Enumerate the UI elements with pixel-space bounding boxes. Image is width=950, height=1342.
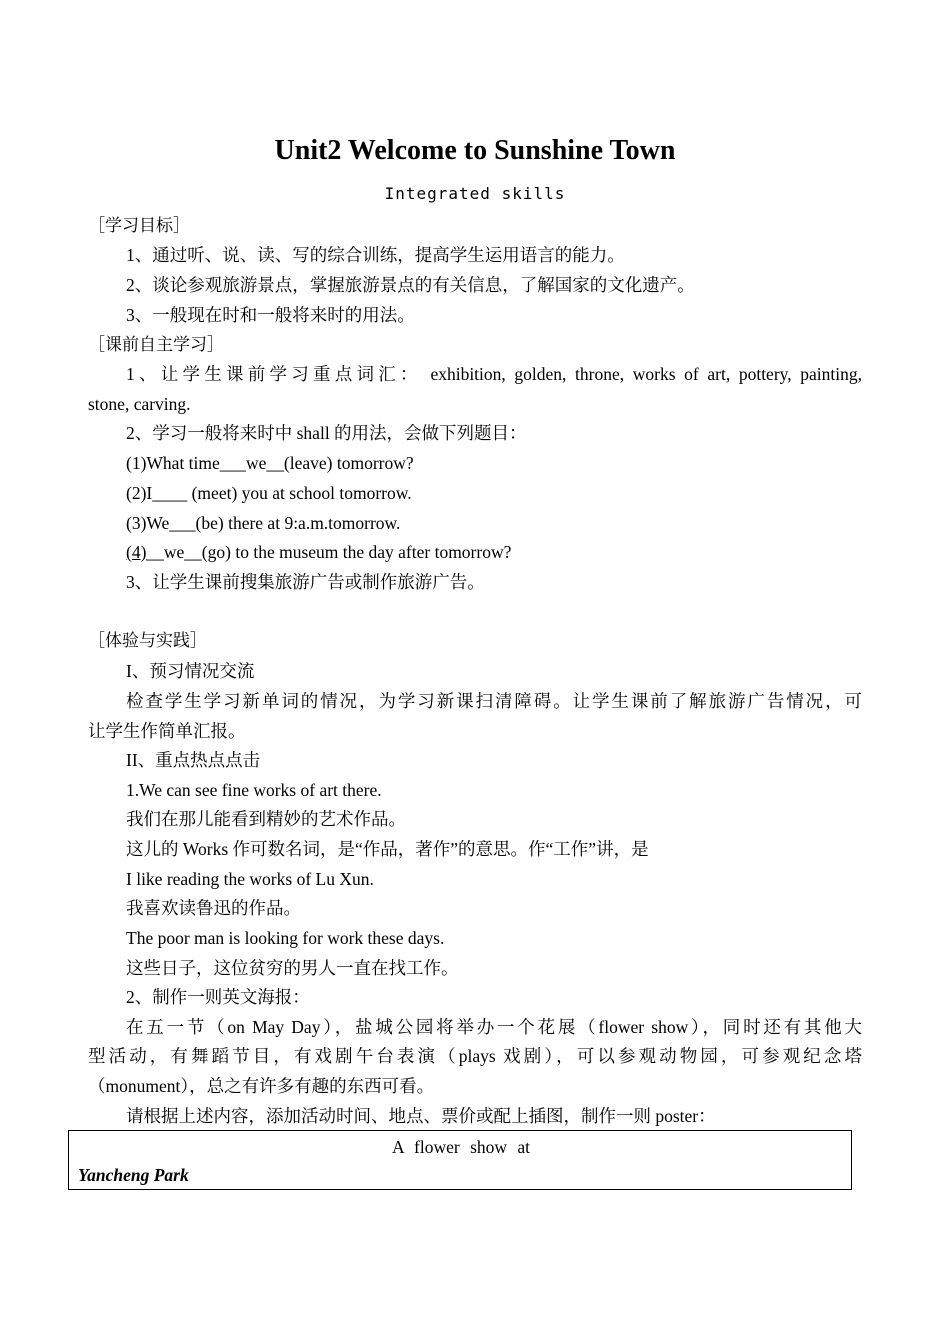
usage-note: 这儿的 Works 作可数名词，是“作品，著作”的意思。作“工作”讲，是	[126, 839, 649, 859]
question-4-text: __we__(go) to the museum the day after tomorrow?	[146, 542, 512, 562]
poster-instruction: 请根据上述内容，添加活动时间、地点、票价或配上插图，制作一则 poster：	[126, 1106, 716, 1126]
page-title: Unit2 Welcome to Sunshine Town	[274, 135, 676, 166]
exercise-question-1: (1)What time___we__(leave) tomorrow?	[126, 453, 414, 473]
poster-heading: A flower show at	[391, 1137, 531, 1157]
poster-task-line-1: 在五一节（on May Day），盐城公园将举办一个花展（flower show），同时还有其他大	[126, 1017, 862, 1037]
question-4-number: (4)	[126, 542, 147, 562]
section-heading-practice: ［体验与实践］	[88, 631, 207, 651]
part-1-text-line-2: 让学生作简单汇报。	[88, 721, 246, 741]
page-subtitle: Integrated skills	[384, 184, 566, 203]
preview-item-3: 3、让学生课前搜集旅游广告或制作旅游广告。	[126, 572, 485, 592]
exercise-question-3: (3)We___(be) there at 9:a.m.tomorrow.	[126, 513, 401, 533]
section-heading-preview: ［课前自主学习］	[88, 335, 224, 355]
example-1-translation: 我们在那儿能看到精妙的艺术作品。	[126, 809, 406, 829]
section-heading-objectives: ［学习目标］	[88, 216, 190, 236]
exercise-question-2: (2)I____ (meet) you at school tomorrow.	[126, 483, 412, 503]
example-2: I like reading the works of Lu Xun.	[126, 869, 374, 889]
objective-item-3: 3、一般现在时和一般将来时的用法。	[126, 305, 415, 325]
objective-item-2: 2、谈论参观旅游景点，掌握旅游景点的有关信息，了解国家的文化遗产。	[126, 275, 695, 295]
example-3: The poor man is looking for work these days.	[126, 928, 445, 948]
part-1-text-line-1: 检查学生学习新单词的情况，为学习新课扫清障碍。让学生课前了解旅游广告情况，可	[126, 691, 862, 711]
preview-item-1-line-2: stone, carving.	[88, 394, 191, 414]
poster-box	[68, 1130, 852, 1190]
poster-location: Yancheng Park	[78, 1165, 189, 1185]
example-3-translation: 这些日子，这位贫穷的男人一直在找工作。	[126, 958, 459, 978]
poster-task-title: 2、制作一则英文海报：	[126, 987, 310, 1007]
preview-item-1-line-1: 1、让学生课前学习重点词汇： exhibition, golden, throne, works of art, pottery, painting,	[126, 364, 862, 384]
preview-item-2: 2、学习一般将来时中 shall 的用法，会做下列题目：	[126, 423, 527, 443]
poster-task-line-2: 型活动，有舞蹈节目，有戏剧午台表演（plays 戏剧），可以参观动物园，可参观纪念塔	[88, 1046, 862, 1066]
poster-task-line-3: （monument），总之有许多有趣的东西可看。	[88, 1076, 435, 1096]
part-1-title: I、预习情况交流	[126, 661, 255, 681]
example-2-translation: 我喜欢读鲁迅的作品。	[126, 898, 301, 918]
exercise-question-4	[126, 540, 511, 564]
part-2-title: II、重点热点点击	[126, 750, 261, 770]
example-1: 1.We can see fine works of art there.	[126, 780, 382, 800]
objective-item-1: 1、通过听、说、读、写的综合训练，提高学生运用语言的能力。	[126, 245, 625, 265]
